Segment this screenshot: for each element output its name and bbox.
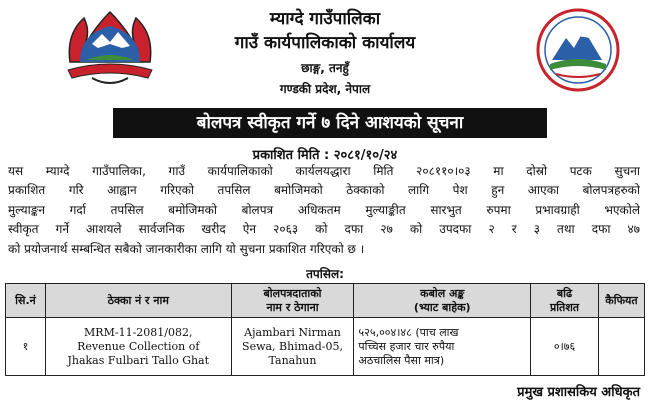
notice-title: बोलपत्र स्वीकृत गर्ने ७ दिने आशयको सूचना: [113, 108, 547, 138]
body-line: प्रकाशित गरि आह्वान गरिएको तपसिल बमोजिमको ठेक्काको लागि पेश हुन आएका बोलपत्रहरुको: [8, 183, 640, 198]
amount-line: पच्चिस हजार चार रुपैया: [358, 339, 455, 353]
bid-table: [5, 283, 645, 376]
body-line: स्वीकृत गर्ने आशयले सार्वजनिक खरीद ऐन २०६३ को दफा २७ को उपदफा २ र ३ तथा दफा ४७: [8, 222, 640, 237]
contract-line: Revenue Collection of: [77, 339, 200, 353]
header-bidder-line1: बोलपत्रदाताको: [263, 286, 322, 300]
contract-line: MRM-11-2081/082,: [84, 325, 193, 339]
nepal-emblem-icon: [62, 4, 158, 94]
body-line: को प्रयोजनार्थ सम्बन्धित सबैको जानकारीका लागि यो सुचना प्रकाशित गरिएको छ ।: [8, 241, 365, 256]
cell-sn: १: [6, 318, 46, 376]
amount-line: ५२५,००४।४८ (पाच लाख: [358, 325, 459, 339]
office-province: गण्डकी प्रदेश, नेपाल: [279, 82, 371, 96]
header-bidder: [231, 284, 354, 318]
header-remarks: कैफियत: [598, 284, 644, 318]
notice-header: [0, 0, 650, 108]
contract-line: Jhakas Fulbari Tallo Ghat: [67, 353, 210, 367]
office-location: छाङ्ग, तनहुँ: [301, 61, 349, 75]
table-row: [6, 318, 645, 376]
header-sn: सि.नं: [6, 284, 46, 318]
notice-body: [8, 162, 640, 259]
signature-title: प्रमुख प्रशासकिय अधिकृत: [517, 385, 640, 400]
header-amount-line1: कबोल अङ्क: [420, 286, 465, 300]
header-percent-line1: बढि: [556, 286, 573, 300]
header-contract: ठेक्का नं र नाम: [45, 284, 231, 318]
header-percent: [531, 284, 599, 318]
municipality-logo-icon: [536, 8, 620, 92]
header-bidder-line2: नाम र ठेगाना: [266, 300, 319, 314]
bidder-line: Sewa, Bhimad-05,: [242, 339, 343, 353]
header-amount: [354, 284, 531, 318]
cell-percent: ०।७६: [531, 318, 599, 376]
bidder-line: Ajambari Nirman: [244, 325, 341, 339]
office-subtitle: गाउँ कार्यपालिकाको कार्यालय: [234, 33, 416, 53]
amount-line: अठचालिस पैसा मात्र): [358, 353, 445, 367]
body-line: मुल्याङ्कन गर्दा तपसिल बमोजिमको बोलपत्र अधिकतम मुल्याङ्कीत सारभुत रुपमा प्रभावग्राही भएकोले: [8, 202, 640, 217]
cell-contract: [45, 318, 231, 376]
header-amount-line2: (भ्याट बाहेक): [413, 300, 471, 314]
header-percent-line2: प्रतिशत: [549, 300, 580, 314]
cell-remarks: [598, 318, 644, 376]
body-line: यस म्याग्दे गाउँपालिका, गाउँ कार्यपालिकाको कार्यलयद्धारा मिति २०८११०।०३ मा दोस्रो पटक सुचना: [8, 164, 640, 178]
cell-amount: [354, 318, 531, 376]
cell-bidder: [231, 318, 354, 376]
table-heading: तपसिल:: [306, 267, 344, 281]
office-name: म्याग्दे गाउँपालिका: [269, 9, 381, 29]
table-header-row: [6, 284, 645, 318]
bidder-line: Tanahun: [268, 353, 317, 367]
published-date: प्रकाशित मिति : २०८१/१०/२४: [252, 148, 398, 163]
